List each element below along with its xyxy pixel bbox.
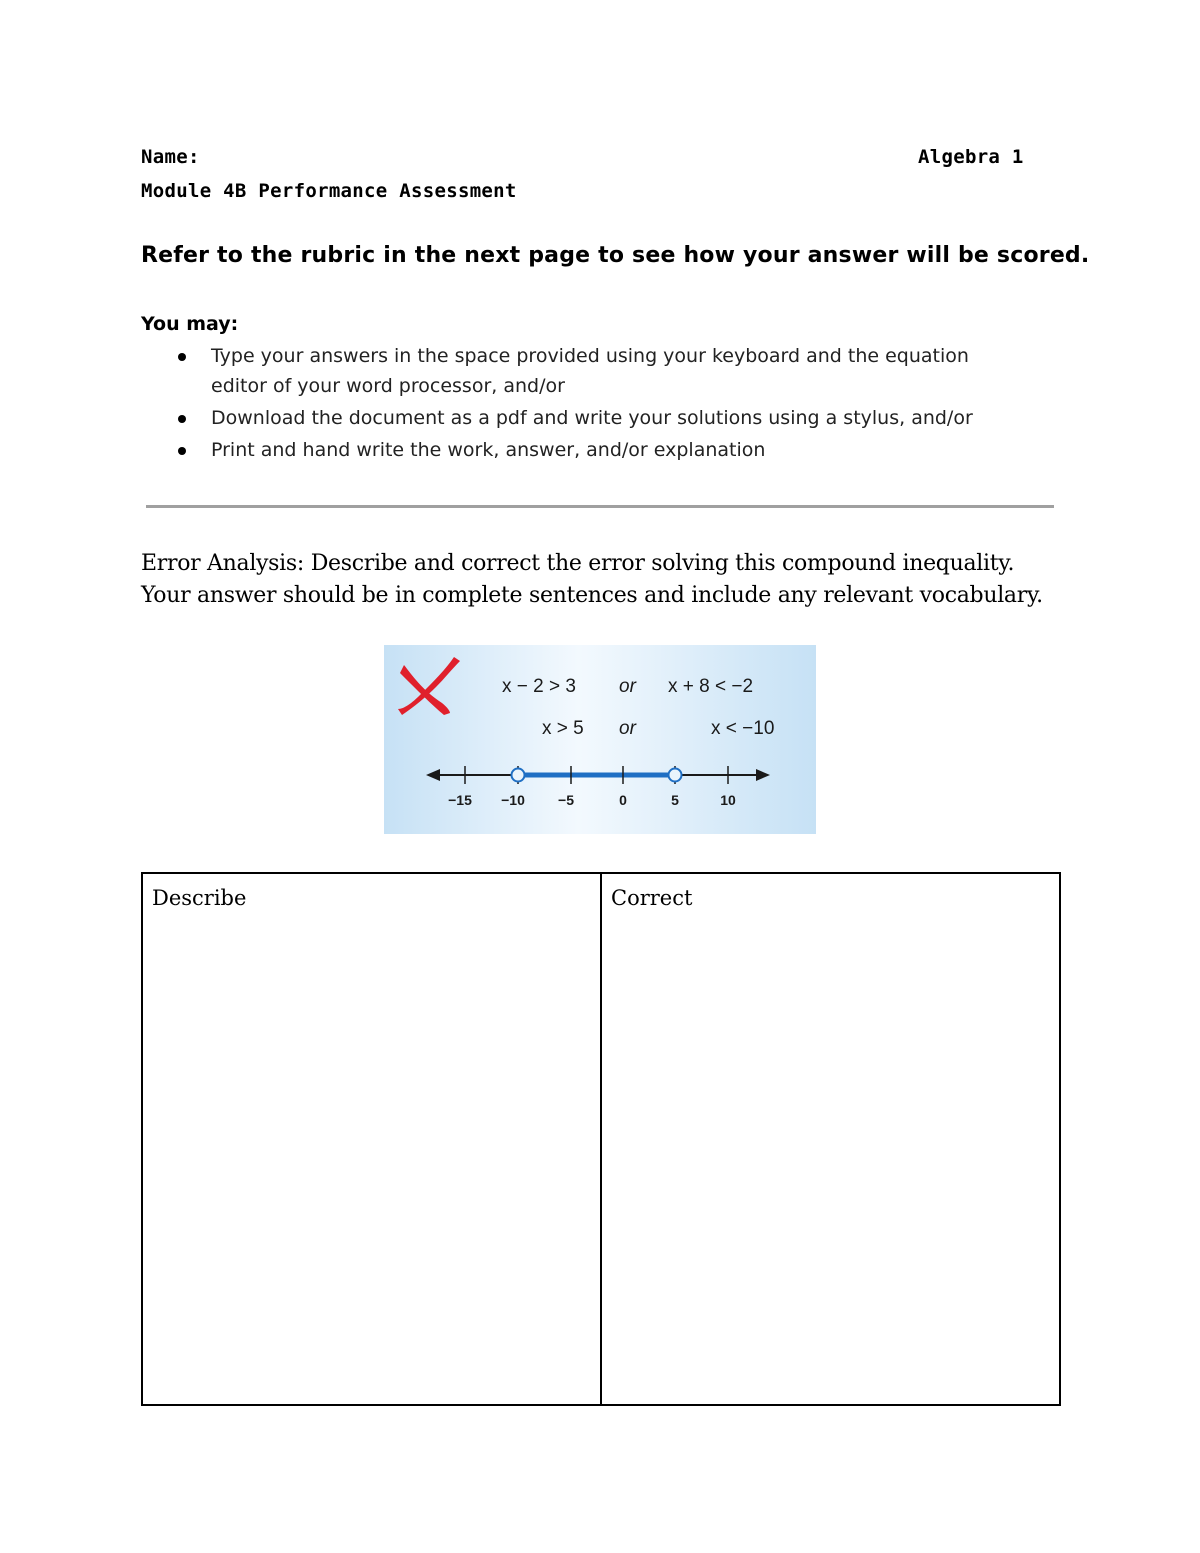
inequality-figure (384, 645, 816, 834)
name-label: Name: (141, 146, 200, 168)
answer-table (141, 872, 1061, 1406)
correct-heading: Correct (611, 886, 693, 910)
eq1-left: x − 2 > 3 (502, 676, 576, 697)
describe-cell[interactable] (142, 873, 601, 1405)
option-item (141, 435, 1021, 465)
tick-label: 10 (720, 792, 736, 808)
error-analysis-instruction: Error Analysis: Describe and correct the error solving this compound inequality. Your answer should be in complete sentences and include any relevant vocabulary. (141, 551, 1043, 608)
describe-heading: Describe (152, 886, 247, 910)
eq1-or: or (619, 676, 636, 697)
bullet-icon (178, 447, 186, 455)
eq2-right: x < −10 (711, 718, 775, 739)
assessment-title: Module 4B Performance Assessment (141, 180, 517, 202)
tick-label: 0 (619, 792, 627, 808)
correct-cell[interactable] (601, 873, 1060, 1405)
bullet-icon (178, 415, 186, 423)
tick-label: −10 (501, 792, 525, 808)
option-text: Print and hand write the work, answer, and/or explanation (211, 439, 766, 461)
bullet-icon (178, 353, 186, 361)
option-item (141, 341, 1021, 401)
inequality-figure-svg (384, 645, 816, 834)
eq2-left: x > 5 (542, 718, 584, 739)
course-label: Algebra 1 (918, 146, 1024, 168)
tick-label: 5 (671, 792, 679, 808)
section-divider (146, 505, 1054, 508)
options-list (141, 341, 1021, 467)
tick-label: −5 (558, 792, 574, 808)
options-heading: You may: (141, 313, 239, 335)
tick-label: −15 (448, 792, 472, 808)
option-text: Download the document as a pdf and write your solutions using a stylus, and/or (211, 407, 973, 429)
rubric-note: Refer to the rubric in the next page to see how your answer will be scored. (141, 243, 1090, 268)
open-circle-endpoint (669, 769, 682, 782)
open-circle-endpoint (512, 769, 525, 782)
option-item (141, 403, 1021, 433)
eq2-or: or (619, 718, 636, 739)
eq1-right: x + 8 < −2 (668, 676, 754, 697)
option-text: Type your answers in the space provided using your keyboard and the equation editor of your word processor, and/or (211, 345, 969, 397)
